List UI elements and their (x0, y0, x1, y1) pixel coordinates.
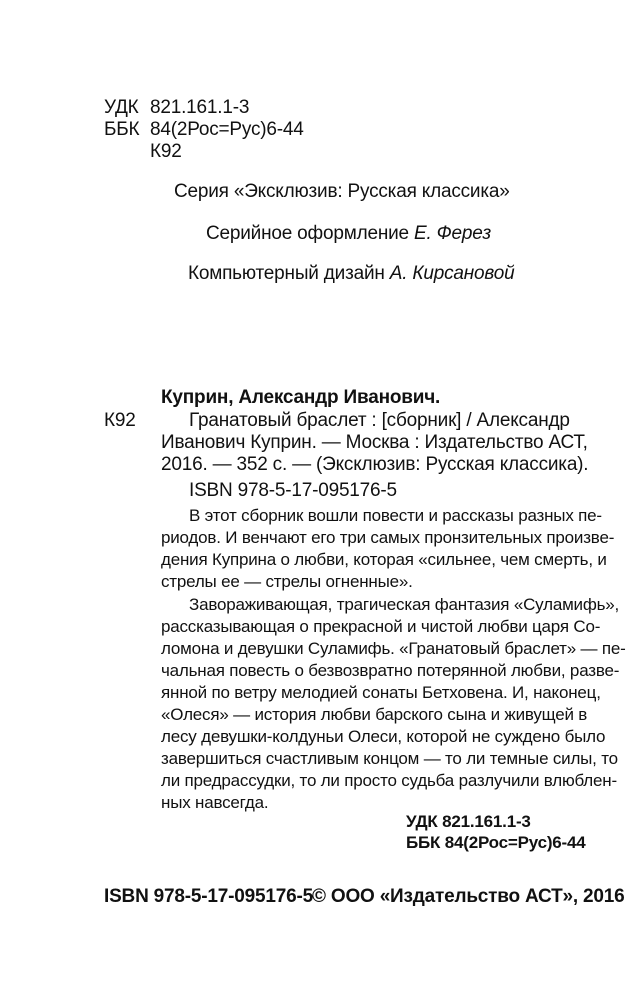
design-credit (206, 223, 491, 245)
annotation-p2-line-6: «Олеся» — история любви барского сына и живущей в (161, 705, 588, 724)
annotation-p2-line-1: Завораживающая, трагическая фантазия «Суламифь», (189, 595, 620, 614)
design-label: Серийное оформление (206, 223, 409, 244)
computer-name: А. Кирсановой (389, 263, 515, 284)
annotation-p2-line-2: рассказывающая о прекрасной и чистой любви царя Со- (161, 617, 601, 636)
bbk-label: ББК (104, 119, 140, 140)
annotation-p2-line-4: чальная повесть о безвозвратно потерянной любви, разве- (161, 661, 620, 680)
bbk-bottom: ББК 84(2Рос=Рус)6-44 (406, 833, 586, 852)
author-mark-bib: К92 (104, 410, 136, 431)
bib-heading: Куприн, Александр Иванович. (161, 387, 441, 408)
annotation-p1-line-1: В этот сборник вошли повести и рассказы разных пе- (189, 506, 602, 525)
computer-design-credit (188, 263, 514, 285)
udk-label: УДК (104, 97, 139, 118)
bib-isbn: ISBN 978-5-17-095176-5 (189, 480, 397, 501)
computer-label: Компьютерный дизайн (188, 263, 385, 284)
annotation-p2-line-9: ли предрассудки, то ли просто судьба разлучили влюблен- (161, 771, 617, 790)
annotation-p2-line-10: ных навсегда. (161, 793, 269, 812)
udk-bottom: УДК 821.161.1-3 (406, 812, 531, 831)
annotation-p2-line-3: ломона и девушки Суламифь. «Гранатовый браслет» — пе- (161, 639, 626, 658)
author-mark-top: К92 (150, 141, 182, 162)
bbk-value: 84(2Рос=Рус)6-44 (150, 119, 304, 140)
bib-line-1: Гранатовый браслет : [сборник] / Александр (189, 410, 570, 431)
annotation-p2-line-7: лесу девушки-колдуньи Олеси, которой не суждено было (161, 727, 606, 746)
annotation-p2-line-5: янной по ветру мелодией сонаты Бетховена. И, наконец, (161, 683, 601, 702)
annotation-p1-line-4: стрелы ее — стрелы огненные». (161, 572, 413, 591)
udk-value: 821.161.1-3 (150, 97, 250, 118)
bib-line-3: 2016. — 352 с. — (Эксклюзив: Русская классика). (161, 454, 589, 475)
annotation-p1-line-2: риодов. И венчают его три самых пронзительных произве- (161, 528, 615, 547)
design-name: Е. Ферез (414, 223, 492, 244)
series-line: Серия «Эксклюзив: Русская классика» (174, 181, 510, 202)
bib-line-2: Иванович Куприн. — Москва : Издательство АСТ, (161, 432, 588, 453)
annotation-p2-line-8: завершиться счастливым концом — то ли темные силы, то (161, 749, 618, 768)
annotation-p1-line-3: дения Куприна о любви, которая «сильнее, чем смерть, и (161, 550, 607, 569)
footer-isbn: ISBN 978-5-17-095176-5 (104, 886, 313, 907)
footer-copyright: © ООО «Издательство АСТ», 2016 (312, 886, 625, 907)
